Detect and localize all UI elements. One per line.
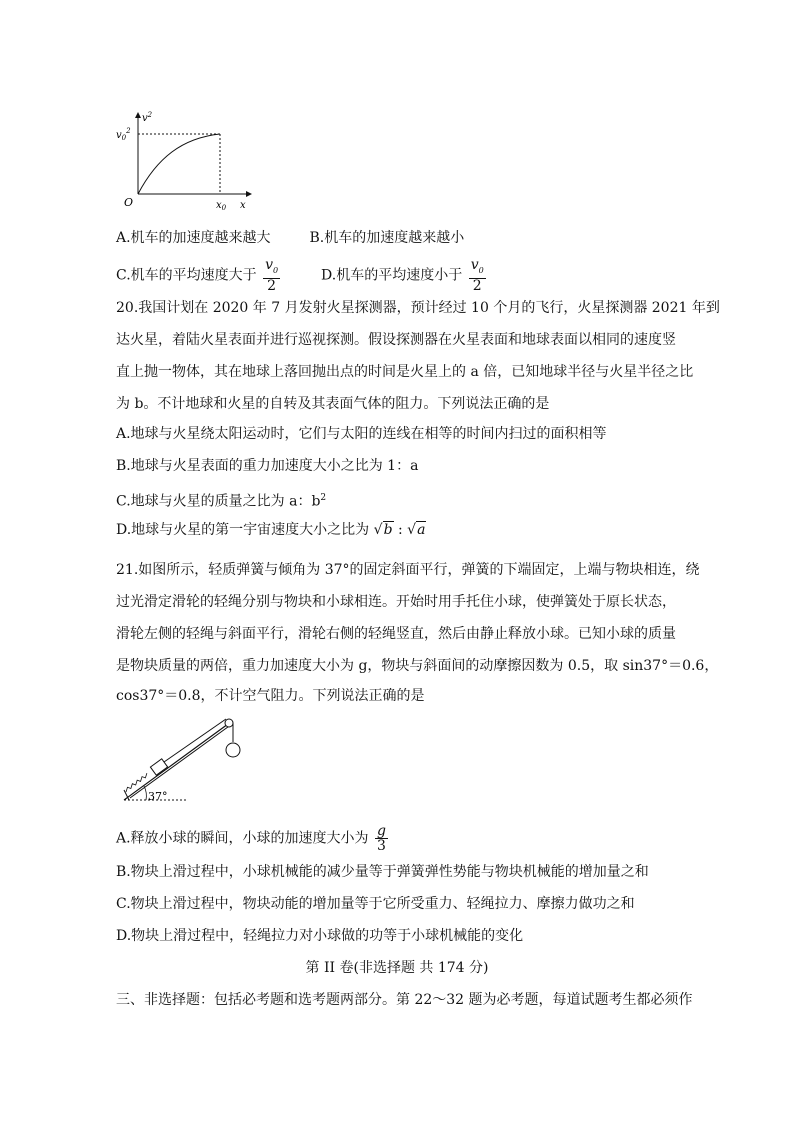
q19-option-b: B.机车的加速度越来越小 — [309, 230, 465, 246]
q21-stem-line1: 21.如图所示，轻质弹簧与倾角为 37°的固定斜面平行，弹簧的下端固定，上端与物块相连，绕 — [116, 562, 700, 578]
q20-stem-line4: 为 b。不计地球和火星的自转及其表面气体的阻力。下列说法正确的是 — [116, 396, 550, 412]
q20-stem-line1: 20.我国计划在 2020 年 7 月发射火星探测器，预计经过 10 个月的飞行，火星探测器 2021 年到 — [116, 300, 720, 316]
v-squared-x-graph — [112, 108, 252, 212]
q19-option-d-fraction: $\frac{v_0}{2}$ — [470, 257, 484, 294]
section-title: 第 II 卷(非选择题 共 174 分) — [305, 960, 489, 976]
sqrt-a: √a — [407, 522, 426, 538]
q20-option-b: B.地球与火星表面的重力加速度大小之比为 1：a — [116, 458, 419, 474]
origin-label: O — [124, 196, 134, 209]
section-intro: 三、非选择题：包括必考题和选考题两部分。第 22～32 题为必考题，每道试题考生都必须作 — [116, 992, 693, 1008]
y-axis-label: $v^2$ — [142, 111, 153, 124]
q19-option-a: A.机车的加速度越来越大 — [116, 230, 271, 246]
q21-option-b: B.物块上滑过程中，小球机械能的减少量等于弹簧弹性势能与物块机械能的增加量之和 — [116, 864, 649, 880]
q20-option-d: D.地球与火星的第一宇宙速度大小之比为 √b : √a — [116, 522, 426, 538]
q19-options-row1 — [116, 228, 464, 248]
q20-option-a: A.地球与火星绕太阳运动时，它们与太阳的连线在相等的时间内扫过的面积相等 — [116, 426, 607, 442]
q19-option-d: D.机车的平均速度小于 — [321, 267, 463, 284]
q21-option-d: D.物块上滑过程中，轻绳拉力对小球做的功等于小球机械能的变化 — [116, 928, 524, 944]
g-over-3-fraction: $\frac{g}{3}$ — [377, 823, 386, 854]
y-tick-label: $v_0^2$ — [116, 127, 131, 142]
q20-stem-line3: 直上抛一物体，其在地球上落回抛出点的时间是火星上的 a 倍，已知地球半径与火星半径之比 — [116, 364, 694, 380]
q19-options-row2 — [116, 258, 488, 293]
x-axis-label: x — [240, 200, 246, 211]
q21-option-a: A.释放小球的瞬间，小球的加速度大小为 $\frac{g}{3}$ — [116, 823, 386, 854]
q21-stem-line5: cos37°＝0.8，不计空气阻力。下列说法正确的是 — [116, 688, 425, 704]
incline-spring-pulley-diagram — [116, 712, 266, 808]
q21-option-c: C.物块上滑过程中，物块动能的增加量等于它所受重力、轻绳拉力、摩擦力做功之和 — [116, 896, 635, 912]
q19-option-c-fraction: $\frac{v_0}{2}$ — [265, 257, 279, 294]
q20-stem-line2: 达火星，着陆火星表面并进行巡视探测。假设探测器在火星表面和地球表面以相同的速度竖 — [116, 332, 676, 348]
q19-option-c: C.机车的平均速度大于 — [116, 267, 257, 284]
angle-label: 37° — [148, 790, 168, 803]
q21-stem-line4: 是物块质量的两倍，重力加速度大小为 g，物块与斜面间的动摩擦因数为 0.5，取 sin37°＝0.6， — [116, 658, 719, 674]
q20-option-c: C.地球与火星的质量之比为 a：$b^2$ — [116, 493, 327, 510]
q21-stem-line3: 滑轮左侧的轻绳与斜面平行，滑轮右侧的轻绳竖直，然后由静止释放小球。已知小球的质量 — [116, 626, 676, 642]
sqrt-b: √b — [373, 522, 393, 538]
q21-stem-line2: 过光滑定滑轮的轻绳分别与物块和小球相连。开始时用手托住小球，使弹簧处于原长状态， — [116, 594, 676, 610]
x-tick-label: $x_0$ — [216, 200, 227, 212]
